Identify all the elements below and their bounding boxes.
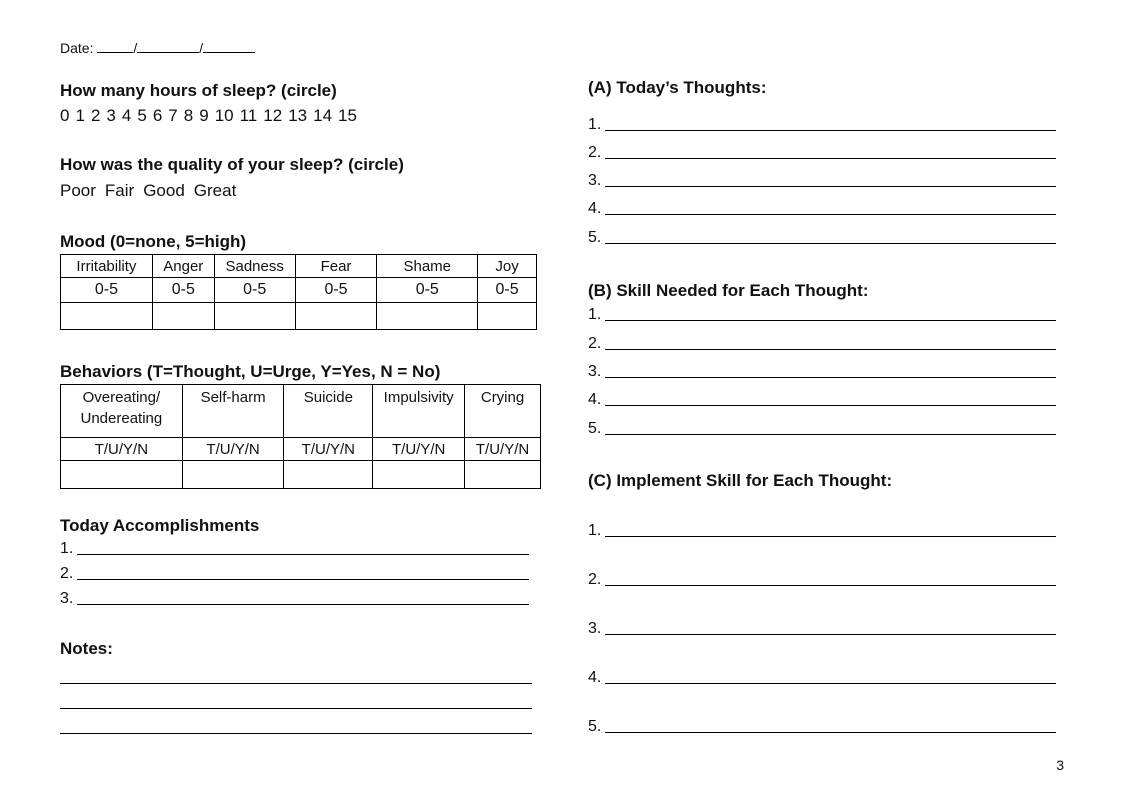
write-line[interactable] — [605, 376, 1056, 378]
write-line[interactable] — [605, 348, 1056, 350]
sleep-hour-option[interactable]: 15 — [338, 106, 357, 125]
mood-column-header: Anger — [152, 255, 214, 278]
write-line[interactable] — [605, 129, 1056, 131]
mood-column-header: Joy — [478, 255, 537, 278]
sleep-hour-option[interactable]: 9 — [199, 106, 209, 125]
implement-line[interactable] — [588, 669, 1056, 687]
implement-line[interactable] — [588, 620, 1056, 638]
line-number: 5. — [588, 229, 602, 246]
mood-entry-cell[interactable] — [295, 303, 377, 330]
mood-scale-cell: 0-5 — [295, 278, 377, 303]
sleep-hour-option[interactable]: 11 — [239, 106, 258, 125]
write-line[interactable] — [77, 553, 529, 555]
sleep-hours-title: How many hours of sleep? (circle) — [60, 81, 337, 100]
write-line[interactable] — [605, 213, 1056, 215]
accomplishment-line[interactable] — [60, 565, 529, 583]
behavior-entry-cell[interactable] — [61, 461, 183, 489]
write-line[interactable] — [605, 242, 1056, 244]
mood-entry-cell[interactable] — [61, 303, 153, 330]
accomplishment-line[interactable] — [60, 540, 529, 558]
behaviors-title: Behaviors (T=Thought, U=Urge, Y=Yes, N = No) — [60, 362, 441, 381]
date-field[interactable] — [60, 40, 255, 56]
thought-line[interactable] — [588, 200, 1056, 218]
mood-scale-cell: 0-5 — [61, 278, 153, 303]
sleep-hour-option[interactable]: 1 — [75, 106, 85, 125]
skill-line[interactable] — [588, 391, 1056, 409]
skill-line[interactable] — [588, 363, 1056, 381]
line-number: 3. — [588, 620, 602, 637]
write-line[interactable] — [605, 185, 1056, 187]
line-number: 4. — [588, 391, 602, 408]
sleep-hours-options — [60, 106, 363, 126]
sleep-hour-option[interactable]: 5 — [137, 106, 147, 125]
thought-line[interactable] — [588, 144, 1056, 162]
behavior-header-line: Undereating — [80, 410, 163, 427]
write-line[interactable] — [605, 535, 1056, 537]
sleep-hour-option[interactable]: 7 — [168, 106, 178, 125]
write-line[interactable] — [77, 578, 529, 580]
behavior-scale-cell: T/U/Y/N — [182, 438, 284, 461]
sleep-quality-option[interactable]: Fair — [104, 181, 135, 200]
line-number: 4. — [588, 200, 602, 217]
mood-entry-cell[interactable] — [152, 303, 214, 330]
line-number: 5. — [588, 718, 602, 735]
sleep-hour-option[interactable]: 2 — [90, 106, 101, 125]
write-line[interactable] — [605, 682, 1056, 684]
behavior-column-header — [61, 385, 183, 438]
date-month-blank[interactable] — [97, 40, 133, 53]
mood-column-header: Shame — [377, 255, 478, 278]
behavior-column-header: Self-harm — [182, 385, 284, 438]
line-number: 2. — [588, 335, 602, 352]
behavior-entry-cell[interactable] — [465, 461, 541, 489]
mood-scale-cell: 0-5 — [152, 278, 214, 303]
sleep-quality-option[interactable]: Great — [193, 181, 237, 200]
thought-line[interactable] — [588, 172, 1056, 190]
mood-entry-cell[interactable] — [377, 303, 478, 330]
notes-line[interactable] — [60, 732, 532, 734]
write-line[interactable] — [605, 157, 1056, 159]
sleep-hour-option[interactable]: 10 — [214, 106, 234, 125]
line-number: 2. — [588, 571, 602, 588]
page-number: 3 — [1056, 757, 1064, 773]
mood-entry-cell[interactable] — [214, 303, 295, 330]
behavior-entry-cell[interactable] — [373, 461, 465, 489]
mood-title: Mood (0=none, 5=high) — [60, 232, 247, 251]
mood-scale-cell: 0-5 — [214, 278, 295, 303]
notes-line[interactable] — [60, 707, 532, 709]
notes-title: Notes: — [60, 639, 113, 658]
behavior-scale-cell: T/U/Y/N — [61, 438, 183, 461]
line-number: 1. — [588, 522, 602, 539]
mood-table — [60, 254, 537, 330]
mood-scale-cell: 0-5 — [377, 278, 478, 303]
sleep-hour-option[interactable]: 12 — [263, 106, 283, 125]
implement-line[interactable] — [588, 522, 1056, 540]
sleep-hour-option[interactable]: 8 — [183, 106, 194, 125]
implement-title: (C) Implement Skill for Each Thought: — [588, 471, 893, 490]
write-line[interactable] — [605, 433, 1056, 435]
date-label: Date: — [60, 40, 94, 56]
line-number: 1. — [588, 306, 602, 323]
line-number: 2. — [588, 144, 602, 161]
skills-title: (B) Skill Needed for Each Thought: — [588, 281, 869, 300]
sleep-hour-option[interactable]: 4 — [121, 106, 132, 125]
sleep-hour-option[interactable]: 3 — [106, 106, 116, 125]
line-number: 3. — [588, 172, 602, 189]
sleep-hour-option[interactable]: 0 — [60, 106, 70, 125]
implement-line[interactable] — [588, 718, 1056, 736]
write-line[interactable] — [77, 603, 529, 605]
accomplishments-title: Today Accomplishments — [60, 516, 260, 535]
mood-column-header: Irritability — [61, 255, 153, 278]
line-number: 2. — [60, 565, 74, 582]
behavior-header-line: Overeating/ — [82, 389, 161, 406]
date-separator: / — [133, 40, 138, 56]
mood-entry-cell[interactable] — [478, 303, 537, 330]
behavior-entry-cell[interactable] — [182, 461, 284, 489]
sleep-hour-option[interactable]: 13 — [288, 106, 308, 125]
write-line[interactable] — [605, 731, 1056, 733]
mood-scale-cell: 0-5 — [478, 278, 537, 303]
implement-line[interactable] — [588, 571, 1056, 589]
behaviors-table — [60, 384, 541, 489]
behavior-entry-cell[interactable] — [284, 461, 373, 489]
date-separator: / — [199, 40, 204, 56]
write-line[interactable] — [605, 404, 1056, 406]
accomplishment-line[interactable] — [60, 590, 529, 608]
line-number: 5. — [588, 420, 602, 437]
line-number: 3. — [588, 363, 602, 380]
thoughts-title: (A) Today’s Thoughts: — [588, 78, 767, 97]
notes-line[interactable] — [60, 682, 532, 684]
line-number: 1. — [60, 540, 74, 557]
skill-line[interactable] — [588, 306, 1056, 324]
sleep-quality-options — [60, 181, 245, 201]
line-number: 3. — [60, 590, 74, 607]
mood-column-header: Sadness — [214, 255, 295, 278]
write-line[interactable] — [605, 319, 1056, 321]
write-line[interactable] — [605, 633, 1056, 635]
line-number: 4. — [588, 669, 602, 686]
behavior-scale-cell: T/U/Y/N — [284, 438, 373, 461]
behavior-scale-cell: T/U/Y/N — [373, 438, 465, 461]
skill-line[interactable] — [588, 335, 1056, 353]
line-number: 1. — [588, 116, 602, 133]
sleep-quality-title: How was the quality of your sleep? (circle) — [60, 155, 404, 174]
sleep-quality-option[interactable]: Good — [143, 181, 185, 200]
behavior-scale-cell: T/U/Y/N — [465, 438, 541, 461]
sleep-quality-option[interactable]: Poor — [60, 181, 96, 200]
date-year-blank[interactable] — [203, 40, 255, 53]
sleep-hour-option[interactable]: 14 — [313, 106, 333, 125]
mood-column-header: Fear — [295, 255, 377, 278]
behavior-column-header: Impulsivity — [373, 385, 465, 438]
thought-line[interactable] — [588, 229, 1056, 247]
date-day-blank[interactable] — [137, 40, 199, 53]
skill-line[interactable] — [588, 420, 1056, 438]
sleep-hour-option[interactable]: 6 — [152, 106, 163, 125]
behavior-column-header: Crying — [465, 385, 541, 438]
write-line[interactable] — [605, 584, 1056, 586]
thought-line[interactable] — [588, 116, 1056, 134]
behavior-column-header: Suicide — [284, 385, 373, 438]
